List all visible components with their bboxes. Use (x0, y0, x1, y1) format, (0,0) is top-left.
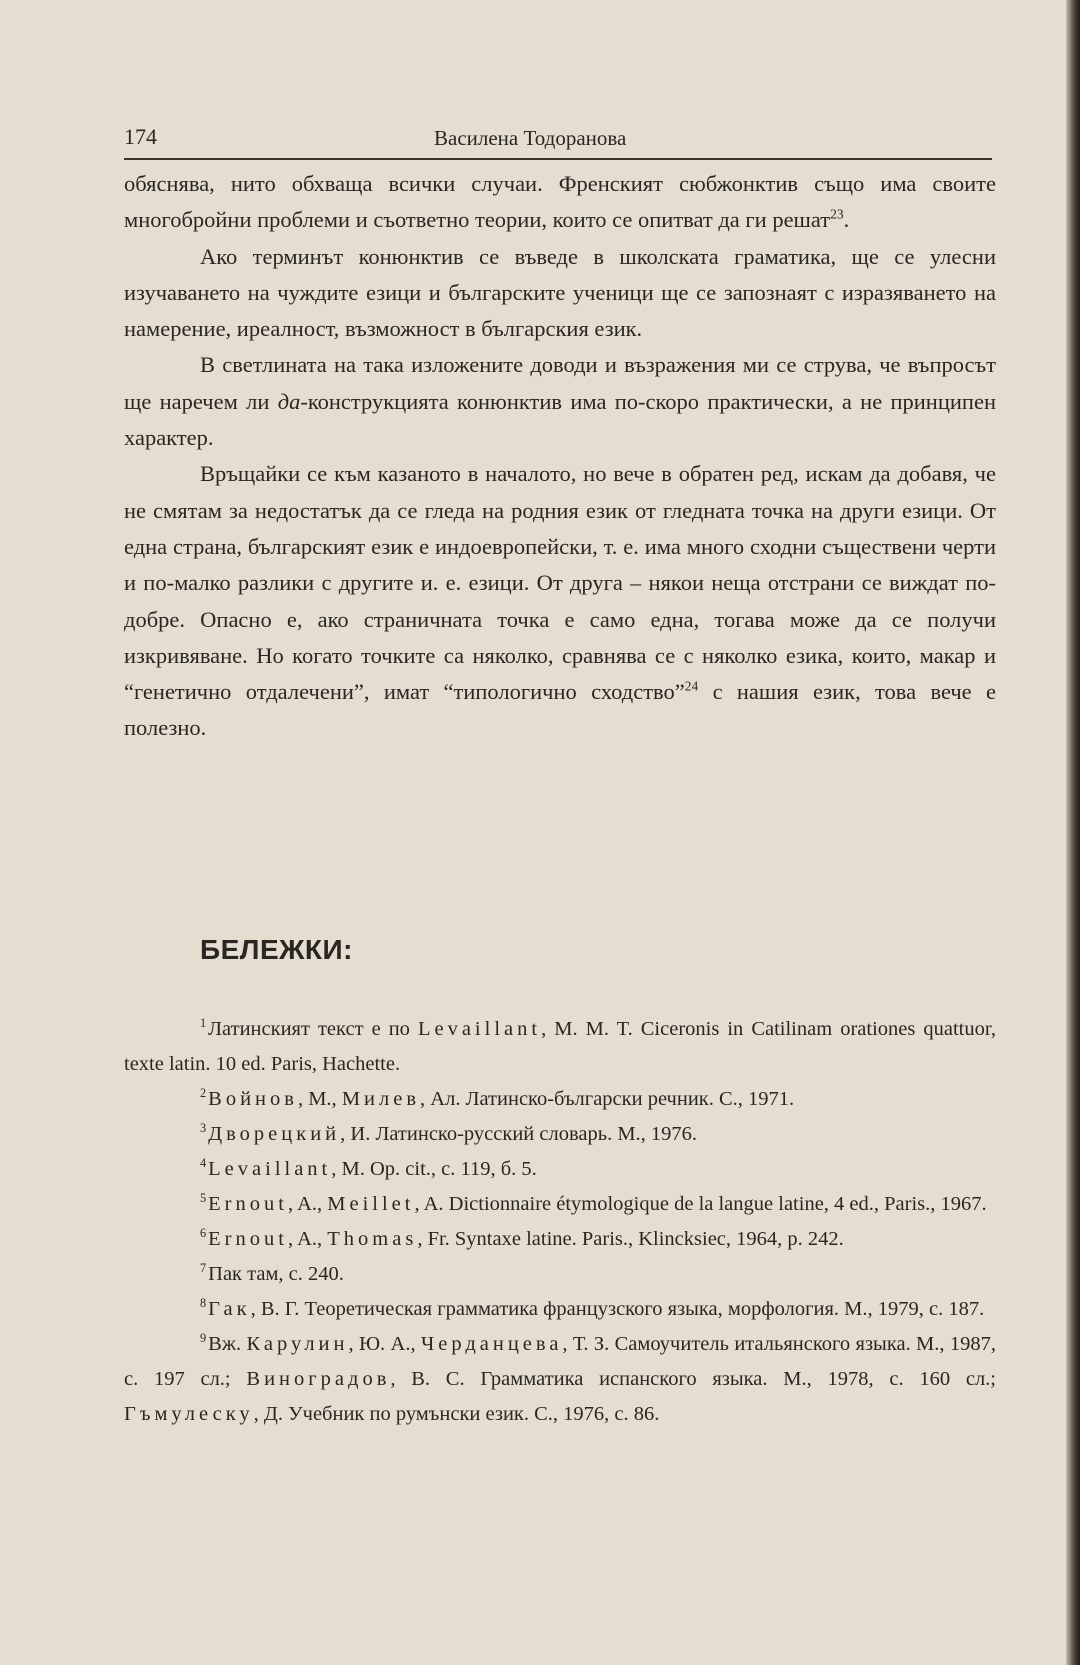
page-edge-shadow (1066, 0, 1080, 1665)
footnote-6: $^6$Ernout, A., Thomas, Fr. Syntaxe latine. Paris., Klincksiec, 1964, p. 242. (200, 1226, 844, 1250)
footnote-3: $^3$Дворецкий, И. Латинско-русский словарь. М., 1976. (200, 1121, 698, 1145)
page-number: 174 (124, 124, 157, 149)
footnote-2: $^2$Войнов, М., Милев, Ал. Латинско-български речник. С., 1971. (200, 1086, 795, 1110)
paragraph-3: В светлината на така изложените доводи и възражения ми се струва, че въпросът ще наречем ли да-конструкцията конюнктив има по-скоро практически, а не принципен характер. (124, 352, 996, 451)
italic-particle: да (277, 388, 301, 414)
footnotes-list (124, 1012, 996, 1432)
footnote-8: $^8$Гак, В. Г. Теоретическая грамматика французского языка, морфология. М., 1979, с. 187. (200, 1296, 985, 1320)
body-text (124, 166, 996, 747)
footnote-1: $^1$Латинският текст е по Levaillant, M. M. T. Ciceronis in Catilinam orationes quattuor, texte latin. 10 ed. Paris, Hachette. (124, 1016, 996, 1075)
notes-heading: БЕЛЕЖКИ: (200, 934, 353, 965)
paragraph-1: обяснява, нито обхваща всички случаи. Френският сюбжонктив също има своите многобройни проблеми и съответно теории, които се опитват да ги решат$^{23}$. (124, 171, 996, 233)
footnote-7: $^7$Пак там, с. 240. (200, 1261, 344, 1285)
page-header (124, 118, 992, 160)
running-head-author: Василена Тодоранова (434, 126, 627, 150)
paragraph-2: Ако терминът конюнктив се въведе в школската граматика, ще се улесни изучаването на чуждите езици и българските ученици ще се запознаят с изразяването на намерение, иреалност, възможност в българския език. (124, 243, 996, 342)
footnote-4: $^4$Levaillant, M. Op. cit., с. 119, б. 5. (200, 1156, 537, 1180)
footnote-ref-23: 23 (830, 206, 844, 222)
footnote-ref-24: 24 (684, 678, 699, 694)
footnote-5: $^5$Ernout, A., Meillet, A. Dictionnaire étymologique de la langue latine, 4 ed., Paris., 1967. (200, 1191, 987, 1215)
footnote-9: $^9$Вж. Карулин, Ю. А., Черданцева, Т. З. Самоучитель итальянского языка. М., 1987, с. 197 сл.; Виноградов, В. С. Грамматика испанского языка. М., 1978, с. 160 сл.; Гъмулеску, Д. Учебник по румънски език. С., 1976, с. 86. (124, 1331, 997, 1425)
paragraph-4: Връщайки се към казаното в началото, но вече в обратен ред, искам да добавя, че не смятам за недостатък да се гледа на родния език от гледната точка на други езици. От една страна, българският език е индоевропейски, т. е. има много сходни съществени черти и по-малко разлики с другите и. е. езици. От друга – някои неща отстрани се виждат по-добре. Опасно е, ако страничната точка е само една, тогава може да се получи изкривяване. Но когато точките са няколко, сравнява се с няколко езика, които, макар и “генетично отдалечени”, имат “типологично сходство”$^{24}$ с нашия език, това вече е полезно. (124, 461, 996, 741)
